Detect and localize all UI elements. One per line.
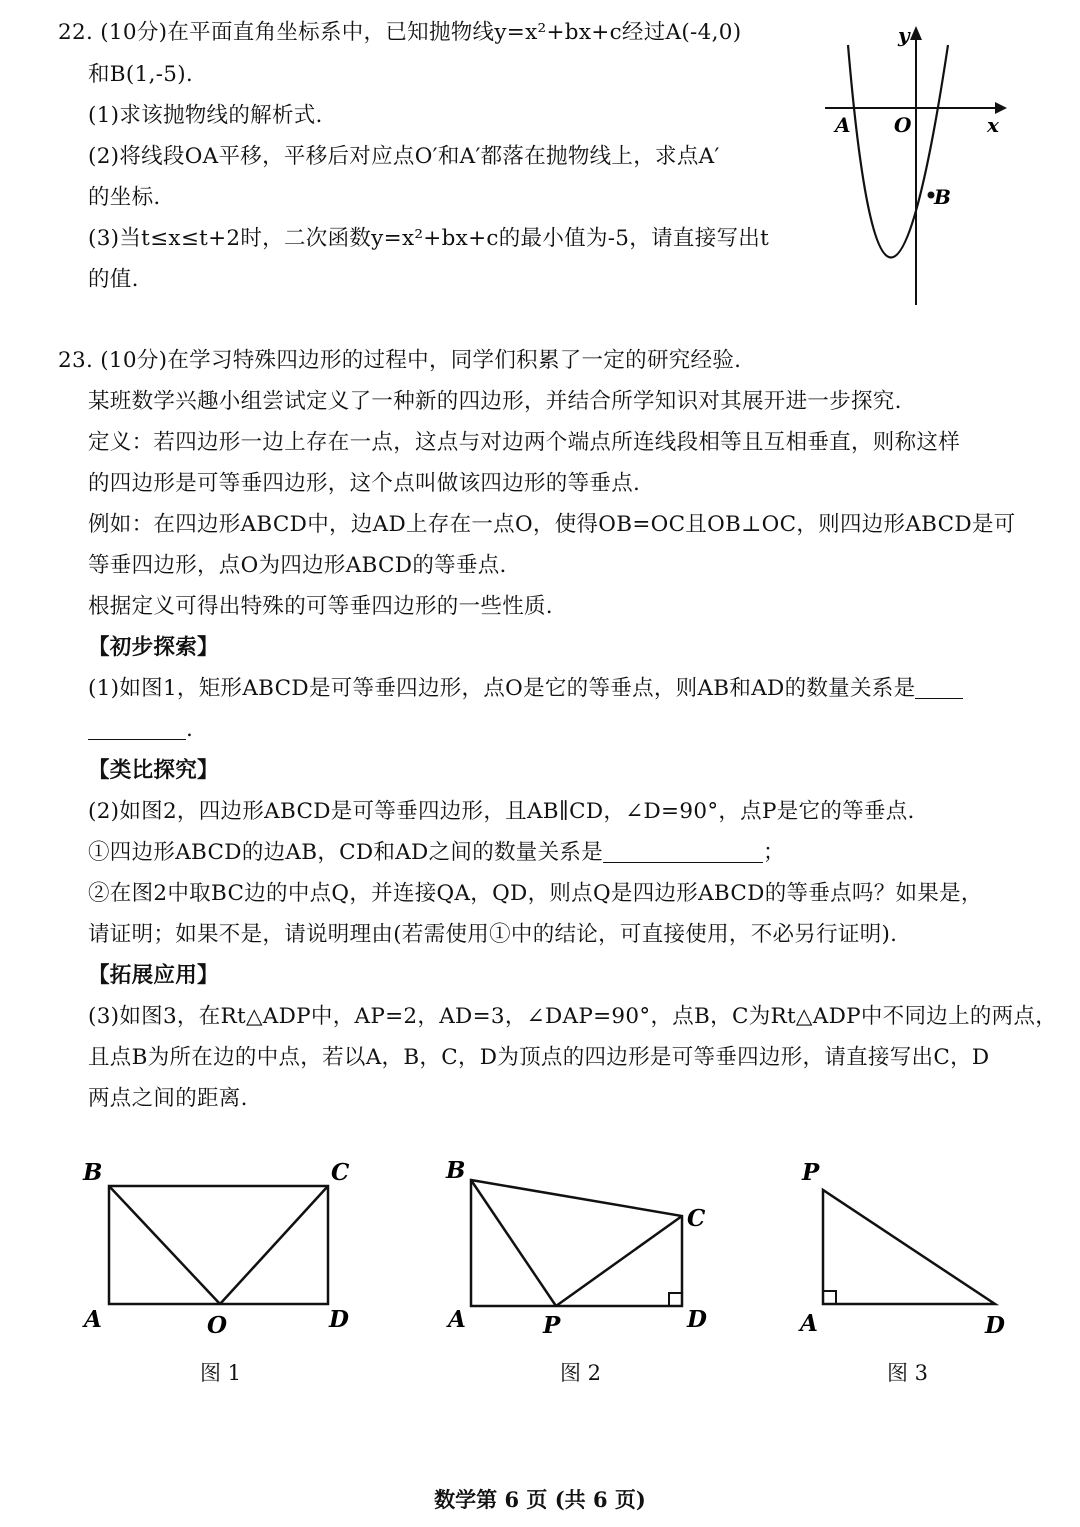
period: . — [186, 717, 194, 742]
q23-line: 某班数学兴趣小组尝试定义了一种新的四边形，并结合所学知识对其展开进一步探究. — [88, 389, 902, 414]
fig3-caption: 图 3 — [887, 1361, 929, 1385]
q23-line: 23. (10分)在学习特殊四边形的过程中，同学们积累了一定的研究经验. — [58, 348, 742, 373]
fig3-label-a: A — [800, 1310, 818, 1337]
answer-blank — [603, 840, 763, 863]
point-b-label: B — [934, 185, 951, 209]
q23-line: 的四边形是可等垂四边形，这个点叫做该四边形的等垂点. — [88, 471, 641, 496]
right-angle-mark — [669, 1293, 682, 1306]
fig2-label-d: D — [687, 1306, 707, 1333]
semicolon: ； — [763, 840, 785, 865]
part-3: 两点之间的距离. — [88, 1086, 248, 1111]
quadrilateral-abcd — [471, 1180, 682, 1306]
q23-line: 定义：若四边形一边上存在一点，这点与对边两个端点所连线段相等且互相垂直，则称这样 — [88, 430, 961, 455]
fig1-label-c: C — [331, 1159, 350, 1186]
q22-line: (3)当t≤x≤t+2时，二次函数y=x²+bx+c的最小值为-5，请直接写出t — [88, 226, 770, 251]
q22-line: 22. (10分)在平面直角坐标系中，已知抛物线y=x²+bx+c经过A(-4,0) — [58, 20, 742, 45]
fig1-label-d: D — [329, 1306, 349, 1333]
section-heading: 【类比探究】 — [88, 758, 219, 783]
figure-1 — [82, 1159, 350, 1339]
part-3: (3)如图3，在Rt△ADP中，AP=2，AD=3，∠DAP=90°，点B，C为Rt△ADP中不同边上的两点， — [88, 1004, 1058, 1029]
fig1-label-b: B — [83, 1159, 103, 1186]
q23-line: 根据定义可得出特殊的可等垂四边形的一些性质. — [88, 594, 553, 619]
segment-pc — [556, 1216, 682, 1306]
q23-line: 例如：在四边形ABCD中，边AD上存在一点O，使得OB=OC且OB⊥OC，则四边形ABCD是可 — [88, 512, 1016, 537]
page-footer: 数学第 6 页 (共 6 页) — [434, 1487, 646, 1512]
part-1 — [88, 674, 963, 704]
part-1-cont — [88, 715, 193, 745]
q22-line: 的坐标. — [88, 185, 161, 210]
segment-ob — [109, 1186, 220, 1304]
parabola-curve — [848, 45, 948, 258]
right-angle-mark — [823, 1291, 836, 1304]
part-2a-text: ①四边形ABCD的边AB，CD和AD之间的数量关系是 — [88, 840, 603, 865]
fig1-label-a: A — [84, 1306, 102, 1333]
fig2-label-c: C — [687, 1205, 706, 1232]
origin-label: O — [894, 113, 912, 137]
q23-line: 等垂四边形，点O为四边形ABCD的等垂点. — [88, 553, 507, 578]
q22-line: 的值. — [88, 267, 139, 292]
part-3: 且点B为所在边的中点，若以A，B，C，D为顶点的四边形是可等垂四边形，请直接写出C，D — [88, 1045, 990, 1070]
q22-line: (1)求该抛物线的解析式. — [88, 103, 323, 128]
fig1-label-o: O — [207, 1312, 228, 1339]
answer-blank — [88, 717, 186, 740]
fig3-label-p: P — [802, 1159, 820, 1186]
y-axis-label: y — [898, 23, 910, 47]
fig3-label-d: D — [985, 1312, 1005, 1339]
part-2b: ②在图2中取BC边的中点Q，并连接QA，QD，则点Q是四边形ABCD的等垂点吗？如果是， — [88, 881, 983, 906]
section-heading: 【拓展应用】 — [88, 963, 219, 988]
parabola-graph — [815, 20, 1025, 315]
triangle-adp — [823, 1190, 995, 1304]
fig2-caption: 图 2 — [560, 1361, 602, 1385]
fig2-label-a: A — [448, 1306, 466, 1333]
answer-blank — [915, 676, 963, 699]
q22-line: 和B(1,-5). — [88, 62, 194, 87]
y-axis-arrow — [910, 26, 922, 40]
point-a-label: A — [835, 113, 851, 137]
figure-2 — [445, 1157, 707, 1339]
part-2a — [88, 838, 785, 868]
x-axis-label: x — [987, 113, 999, 137]
q22-line: (2)将线段OA平移，平移后对应点O′和A′都落在抛物线上，求点A′ — [88, 144, 720, 169]
part-2b: 请证明；如果不是，请说明理由(若需使用①中的结论，可直接使用，不必另行证明). — [88, 922, 898, 947]
section-heading: 【初步探索】 — [88, 635, 219, 660]
fig2-label-b: B — [446, 1157, 466, 1184]
rectangle-abcd — [109, 1186, 328, 1304]
segment-oc — [220, 1186, 328, 1304]
segment-pb — [471, 1180, 556, 1306]
part-1-text: (1)如图1，矩形ABCD是可等垂四边形，点O是它的等垂点，则AB和AD的数量关系是 — [88, 676, 916, 701]
fig2-label-p: P — [543, 1312, 561, 1339]
part-2: (2)如图2，四边形ABCD是可等垂四边形，且AB∥CD，∠D=90°，点P是它的等垂点. — [88, 799, 915, 824]
fig1-caption: 图 1 — [200, 1361, 242, 1385]
figure-3 — [798, 1159, 1005, 1339]
